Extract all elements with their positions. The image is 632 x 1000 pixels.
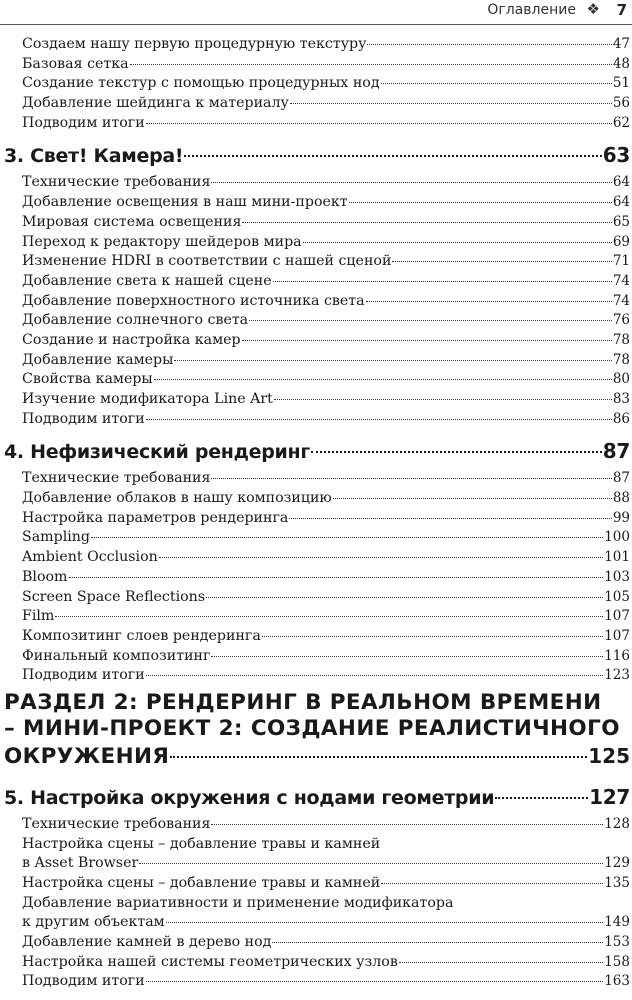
toc-entry-title: Технические требования bbox=[22, 815, 211, 832]
leader-dots bbox=[130, 64, 612, 65]
leader-dots bbox=[262, 636, 603, 637]
toc-entry-page: 83 bbox=[612, 391, 630, 407]
toc-entry[interactable] bbox=[0, 972, 632, 992]
toc-entry-title: Технические требования bbox=[22, 174, 211, 191]
leader-dots bbox=[146, 675, 604, 676]
toc-entry-page: 163 bbox=[604, 973, 630, 990]
toc-entry[interactable] bbox=[0, 173, 632, 193]
toc-entry-page: 71 bbox=[612, 253, 630, 270]
toc-entry-title: Добавление облаков в нашу композицию bbox=[22, 490, 332, 507]
toc-entry-title: Изменение HDRI в соответствии с нашей сценой bbox=[22, 253, 392, 270]
toc-entry[interactable] bbox=[0, 114, 632, 134]
toc-entry-page: 74 bbox=[612, 292, 630, 309]
toc-entry-page: 47 bbox=[612, 36, 630, 52]
toc-entry-title: Композитинг слоев рендеринга bbox=[22, 627, 261, 644]
toc-entry[interactable] bbox=[0, 953, 632, 973]
toc-entry[interactable] bbox=[0, 74, 632, 94]
toc-entry-page: 65 bbox=[612, 213, 630, 230]
part-title-line: – МИНИ-ПРОЕКТ 2: СОЗДАНИЕ РЕАЛИСТИЧНОГО bbox=[4, 715, 620, 741]
leader-dots bbox=[399, 962, 603, 963]
toc-entry-title: Подводим итоги bbox=[22, 667, 145, 684]
leader-dots bbox=[242, 222, 611, 223]
toc-entry[interactable] bbox=[0, 854, 632, 874]
toc-entry-page: 87 bbox=[612, 470, 630, 487]
leader-dots bbox=[211, 182, 611, 183]
toc-entry-title: Настройка нашей системы геометрических узлов bbox=[22, 953, 398, 970]
toc-entry[interactable] bbox=[0, 607, 632, 627]
toc-entry-title: Мировая система освещения bbox=[22, 213, 242, 230]
toc-entry-page: 48 bbox=[612, 55, 630, 72]
toc-entry[interactable] bbox=[0, 94, 632, 114]
toc-entry-title: Технические требования bbox=[22, 470, 211, 487]
toc-entry[interactable] bbox=[0, 272, 632, 292]
leader-dots bbox=[166, 922, 604, 923]
toc-entry-page: 64 bbox=[612, 194, 630, 211]
chapter-heading[interactable] bbox=[0, 140, 632, 170]
toc-entry-title: Изучение модификатора Line Art bbox=[22, 391, 273, 407]
toc-entry-title: Настройка сцены – добавление травы и камней bbox=[22, 875, 381, 891]
leader-dots bbox=[392, 261, 611, 262]
toc-entry-title: Свойства камеры bbox=[22, 371, 153, 388]
part-title-line: РАЗДЕЛ 2: РЕНДЕРИНГ В РЕАЛЬНОМ ВРЕМЕНИ bbox=[4, 689, 602, 715]
toc-entry-page: 76 bbox=[612, 312, 630, 329]
toc-entry-page: 107 bbox=[604, 627, 630, 644]
toc-entry-page: 129 bbox=[604, 855, 630, 872]
toc-entry[interactable] bbox=[0, 528, 632, 548]
toc-entry-title: Базовая сетка bbox=[22, 55, 129, 72]
toc-entry[interactable] bbox=[0, 292, 632, 312]
leader-dots bbox=[146, 419, 612, 420]
toc-entry[interactable] bbox=[0, 666, 632, 686]
toc-entry-page: 107 bbox=[604, 608, 630, 625]
leader-dots bbox=[91, 537, 603, 538]
chapter-title: 3. Свет! Камера! bbox=[4, 145, 184, 168]
table-of-contents bbox=[0, 35, 632, 992]
toc-entry-page: 86 bbox=[612, 410, 630, 427]
leader-dots bbox=[381, 83, 612, 84]
leader-dots bbox=[274, 399, 612, 400]
toc-entry[interactable] bbox=[0, 55, 632, 75]
leader-dots bbox=[174, 360, 611, 361]
leader-dots bbox=[242, 340, 612, 341]
leader-dots bbox=[211, 824, 603, 825]
toc-entry[interactable] bbox=[0, 627, 632, 647]
toc-entry[interactable] bbox=[0, 252, 632, 272]
toc-entry-title: Финальный композитинг bbox=[22, 647, 211, 664]
toc-entry[interactable] bbox=[0, 647, 632, 667]
toc-entry[interactable] bbox=[0, 509, 632, 529]
leader-dots bbox=[272, 942, 603, 943]
toc-entry-title: Подводим итоги bbox=[22, 973, 145, 990]
toc-entry-page: 74 bbox=[612, 272, 630, 289]
leader-dots bbox=[349, 202, 612, 203]
toc-entry[interactable] bbox=[0, 548, 632, 568]
toc-entry-title: Создаем нашу первую процедурную текстуру bbox=[22, 36, 367, 52]
leader-dots bbox=[303, 242, 612, 243]
toc-entry-title: Подводим итоги bbox=[22, 410, 145, 427]
chapter-page: 87 bbox=[602, 439, 630, 464]
toc-entry[interactable] bbox=[0, 213, 632, 233]
running-head-title: Оглавление bbox=[487, 2, 576, 18]
leader-dots bbox=[249, 320, 612, 321]
toc-entry[interactable] bbox=[0, 874, 632, 894]
leader-dots bbox=[159, 557, 603, 558]
leader-dots bbox=[366, 301, 612, 302]
toc-entry[interactable] bbox=[0, 233, 632, 253]
chapter-page: 63 bbox=[602, 143, 630, 168]
toc-entry-page: 128 bbox=[604, 815, 630, 832]
toc-entry[interactable] bbox=[0, 351, 632, 371]
toc-entry-page: 135 bbox=[604, 875, 630, 891]
toc-entry-page: 101 bbox=[604, 549, 630, 566]
toc-entry-title-line: к другим объектам bbox=[22, 914, 165, 931]
toc-entry-page: 123 bbox=[604, 667, 630, 684]
toc-entry[interactable] bbox=[0, 390, 632, 410]
leader-dots bbox=[381, 883, 603, 884]
leader-dots bbox=[170, 756, 587, 758]
toc-entry-page: 99 bbox=[612, 509, 630, 526]
toc-entry-page: 116 bbox=[604, 647, 630, 664]
leader-dots bbox=[206, 597, 603, 598]
part-page: 125 bbox=[588, 743, 630, 768]
toc-entry-page: 100 bbox=[604, 529, 630, 546]
toc-entry[interactable] bbox=[0, 331, 632, 351]
part-title-line: ОКРУЖЕНИЯ bbox=[4, 743, 170, 769]
toc-entry-title: Film bbox=[22, 608, 55, 625]
toc-entry-title: Sampling bbox=[22, 529, 91, 546]
toc-entry-page: 62 bbox=[612, 114, 630, 131]
leader-dots bbox=[311, 451, 602, 453]
running-head bbox=[0, 0, 632, 28]
header-rule bbox=[0, 24, 632, 25]
leader-dots bbox=[69, 577, 604, 578]
toc-entry[interactable] bbox=[0, 469, 632, 489]
toc-entry-title: Подводим итоги bbox=[22, 114, 145, 131]
chapter-title: 4. Нефизический рендеринг bbox=[4, 441, 311, 464]
toc-entry-title: Ambient Occlusion bbox=[22, 549, 158, 566]
leader-dots bbox=[367, 44, 611, 45]
toc-entry-title: Создание и настройка камер bbox=[22, 331, 241, 348]
leader-dots bbox=[289, 518, 611, 519]
leader-dots bbox=[290, 103, 612, 104]
toc-entry[interactable] bbox=[0, 588, 632, 608]
chapter-title: 5. Настройка окружения с нодами геометрии bbox=[4, 786, 495, 809]
toc-entry[interactable] bbox=[0, 370, 632, 390]
toc-entry-page: 105 bbox=[604, 588, 630, 605]
chapter-heading[interactable] bbox=[0, 436, 632, 466]
leader-dots bbox=[146, 123, 612, 124]
leader-dots bbox=[211, 478, 611, 479]
leader-dots bbox=[184, 155, 602, 157]
leader-dots bbox=[139, 863, 603, 864]
ornament-icon: ❖ bbox=[586, 0, 600, 18]
toc-entry[interactable] bbox=[0, 193, 632, 213]
leader-dots bbox=[333, 498, 612, 499]
toc-entry[interactable] bbox=[0, 35, 632, 55]
toc-entry[interactable] bbox=[0, 568, 632, 588]
toc-entry[interactable] bbox=[0, 933, 632, 953]
page-number: 7 bbox=[616, 1, 627, 19]
toc-entry-title: Добавление камней в дерево нод bbox=[22, 934, 272, 951]
toc-entry[interactable] bbox=[0, 311, 632, 331]
toc-entry-title: Screen Space Reflections bbox=[22, 588, 206, 605]
toc-entry-page: 158 bbox=[604, 953, 630, 970]
toc-entry-page: 153 bbox=[604, 934, 630, 951]
toc-entry-title: Добавление камеры bbox=[22, 351, 174, 368]
toc-entry-page: 56 bbox=[612, 95, 630, 112]
toc-entry-title: Добавление поверхностного источника света bbox=[22, 292, 365, 309]
toc-entry-title-line: в Asset Browser bbox=[22, 855, 139, 872]
toc-entry-title: Добавление солнечного света bbox=[22, 312, 249, 329]
toc-entry-page: 149 bbox=[604, 914, 630, 931]
leader-dots bbox=[154, 379, 612, 380]
toc-entry-page: 88 bbox=[612, 490, 630, 507]
toc-entry-title-line[interactable]: Настройка сцены – добавление травы и камней bbox=[22, 835, 381, 852]
toc-entry-title: Добавление освещения в наш мини-проект bbox=[22, 194, 348, 211]
toc-entry[interactable] bbox=[0, 410, 632, 430]
toc-entry-title: Добавление света к нашей сцене bbox=[22, 272, 272, 289]
leader-dots bbox=[55, 616, 603, 617]
toc-entry-page: 64 bbox=[612, 174, 630, 191]
toc-entry-page: 51 bbox=[612, 75, 630, 92]
toc-entry-title: Создание текстур с помощью процедурных нод bbox=[22, 75, 380, 92]
toc-entry-page: 80 bbox=[612, 371, 630, 388]
leader-dots bbox=[211, 656, 603, 657]
toc-entry-page: 78 bbox=[612, 351, 630, 368]
toc-entry-title: Bloom bbox=[22, 568, 68, 585]
chapter-page: 127 bbox=[589, 784, 630, 809]
toc-entry[interactable] bbox=[0, 489, 632, 509]
toc-entry-page: 103 bbox=[604, 568, 630, 585]
chapter-heading[interactable] bbox=[0, 782, 632, 812]
toc-entry-title-line[interactable]: Добавление вариативности и применение модификатора bbox=[22, 894, 454, 911]
toc-entry-page: 78 bbox=[612, 331, 630, 348]
leader-dots bbox=[495, 797, 588, 799]
toc-entry-title: Добавление шейдинга к материалу bbox=[22, 95, 289, 112]
toc-entry[interactable] bbox=[0, 913, 632, 933]
toc-entry-title: Переход к редактору шейдеров мира bbox=[22, 233, 302, 250]
leader-dots bbox=[273, 281, 612, 282]
toc-entry-title: Настройка параметров рендеринга bbox=[22, 509, 289, 526]
toc-entry-page: 69 bbox=[612, 233, 630, 250]
leader-dots bbox=[146, 981, 604, 982]
part-heading[interactable] bbox=[0, 690, 632, 770]
toc-entry[interactable] bbox=[0, 815, 632, 835]
